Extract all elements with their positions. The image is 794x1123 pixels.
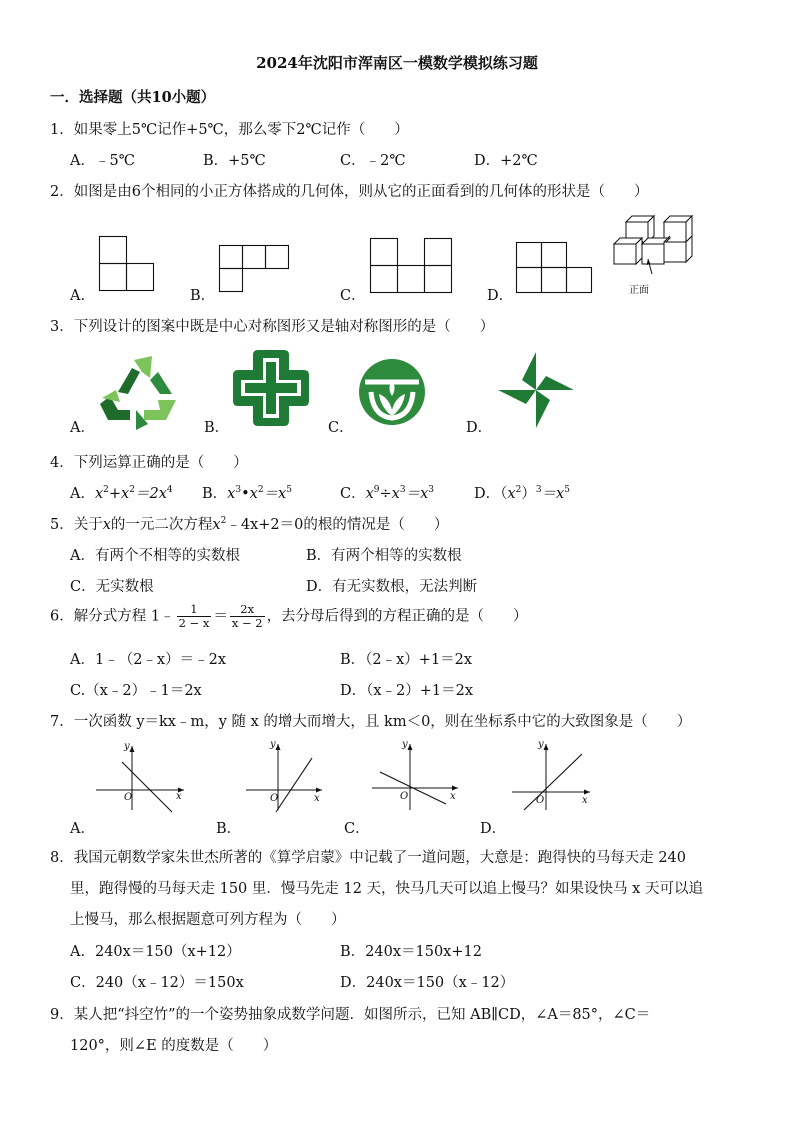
q7-option-d: D． [480, 821, 507, 837]
q3-option-b: B． [204, 420, 230, 436]
question-5-stem: 5．关于x的一元二次方程$x^2﹣4x+2=0$的根的情况是（ ） [50, 516, 449, 533]
q4-option-b: B．$x^3•x^2=x^5$ [202, 485, 292, 502]
q7-graph-c [372, 740, 462, 812]
q7-b-y-label: y [270, 739, 276, 750]
question-8-line-3: 上慢马，那么根据题意可列方程为（ ） [70, 912, 346, 928]
fraction-2: $\frac{2x}{x - 2}$ [231, 602, 263, 630]
q7-c-y-label: y [402, 739, 408, 750]
q2-figure-b [219, 245, 294, 295]
q2-front-label: 正面 [629, 285, 649, 296]
q2-option-c: C． [340, 288, 366, 304]
q7-c-x-label: x [450, 791, 456, 802]
question-8-line-1: 8．我国元朝数学家朱世杰所著的《算学启蒙》中记载了一道问题，大意是：跑得快的马每天走 240 [50, 850, 687, 866]
recycle-icon [96, 350, 180, 430]
question-7-stem: 7．一次函数 y＝kx﹣m，y 随 x 的增大而增大，且 km＜0，则在坐标系中它的大致图象是（ ） [50, 714, 692, 730]
q5-option-c: C．无实数根 [70, 579, 154, 595]
q4-option-c: C．$x^9\div x^3=x^3$ [340, 485, 435, 502]
q7-graph-a [96, 742, 188, 812]
q7-a-y-label: y [124, 741, 130, 752]
q8-option-b: B．240x＝150x+12 [340, 944, 482, 960]
q7-b-x-label: x [314, 793, 320, 804]
q2-cube-stack-figure [612, 212, 698, 278]
question-6-stem: 6．解分式方程 1﹣ $\frac{1}{2 - x}$ ＝ $\frac{2x}{x - 2}$ ，去分母后得到的方程正确的是（ ） [50, 602, 528, 630]
q7-a-origin: O [124, 792, 133, 803]
q7-option-a: A． [70, 821, 95, 837]
q4-option-a: A．$x^2+x^2=2x^4$ [70, 485, 173, 502]
q8-option-a: A．240x＝150（x+12） [70, 944, 241, 960]
q2-option-d: D． [487, 288, 514, 304]
pinwheel-icon [496, 350, 576, 430]
q7-option-b: B． [216, 821, 242, 837]
q3-option-c: C． [328, 420, 354, 436]
question-9-line-2: 120°，则∠E 的度数是（ ） [70, 1038, 278, 1054]
q1-option-b: B．+5℃ [203, 153, 266, 169]
q2-figure-a [99, 236, 159, 296]
q6-option-a: A．1﹣（2﹣x）＝﹣2x [70, 652, 227, 668]
q2-figure-d [516, 242, 598, 297]
q7-c-origin: O [400, 791, 409, 802]
q6-option-b: B．（2﹣x）+1＝2x [340, 652, 473, 668]
q7-b-origin: O [270, 793, 279, 804]
question-3-stem: 3．下列设计的图案中既是中心对称图形又是轴对称图形的是（ ） [50, 319, 495, 335]
q7-d-x-label: x [582, 795, 588, 806]
q8-option-c: C．240（x﹣12）＝150x [70, 975, 244, 991]
q5-option-a: A．有两个不相等的实数根 [70, 548, 240, 564]
q2-figure-c [370, 238, 456, 296]
green-cross-icon [231, 348, 311, 428]
q2-option-a: A． [70, 288, 95, 304]
q5-option-d: D．有无实数根，无法判断 [306, 579, 478, 595]
question-9-line-1: 9．某人把“抖空竹”的一个姿势抽象成数学问题．如图所示，已知 AB∥CD，∠A＝85°，∠C＝ [50, 1007, 651, 1023]
q6-option-d: D．（x﹣2）+1＝2x [340, 683, 474, 699]
q3-option-d: D． [466, 420, 493, 436]
question-2-stem: 2．如图是由6个相同的小正方体搭成的几何体，则从它的正面看到的几何体的形状是（ ） [50, 184, 649, 200]
q1-option-d: D．+2℃ [474, 153, 538, 169]
q7-a-x-label: x [176, 791, 182, 802]
page-title: 2024年沈阳市浑南区一模数学模拟练习题 [256, 54, 538, 72]
green-food-icon [357, 358, 427, 426]
q7-d-origin: O [536, 795, 545, 806]
q1-option-c: C．﹣2℃ [340, 153, 406, 169]
fraction-1: $\frac{1}{2 - x}$ [178, 602, 210, 630]
question-1-stem: 1．如果零上5℃记作+5℃，那么零下2℃记作（ ） [50, 122, 409, 138]
q8-option-d: D．240x＝150（x﹣12） [340, 975, 515, 991]
q2-option-b: B． [190, 288, 216, 304]
q1-option-a: A．﹣5℃ [70, 153, 135, 169]
q4-option-d: D．$(x^2)^3=x^5$ [474, 485, 570, 502]
question-8-line-2: 里，跑得慢的马每天走 150 里．慢马先走 12 天，快马几天可以追上慢马？如果设快马 x 天可以追 [70, 881, 703, 897]
q7-d-y-label: y [538, 739, 544, 750]
question-4-stem: 4．下列运算正确的是（ ） [50, 455, 248, 471]
q6-option-c: C.（x﹣2）﹣1＝2x [70, 683, 202, 699]
q7-option-c: C． [344, 821, 370, 837]
section-heading: 一．选择题（共10小题） [50, 89, 216, 106]
q3-option-a: A． [70, 420, 95, 436]
q5-option-b: B．有两个相等的实数根 [306, 548, 462, 564]
